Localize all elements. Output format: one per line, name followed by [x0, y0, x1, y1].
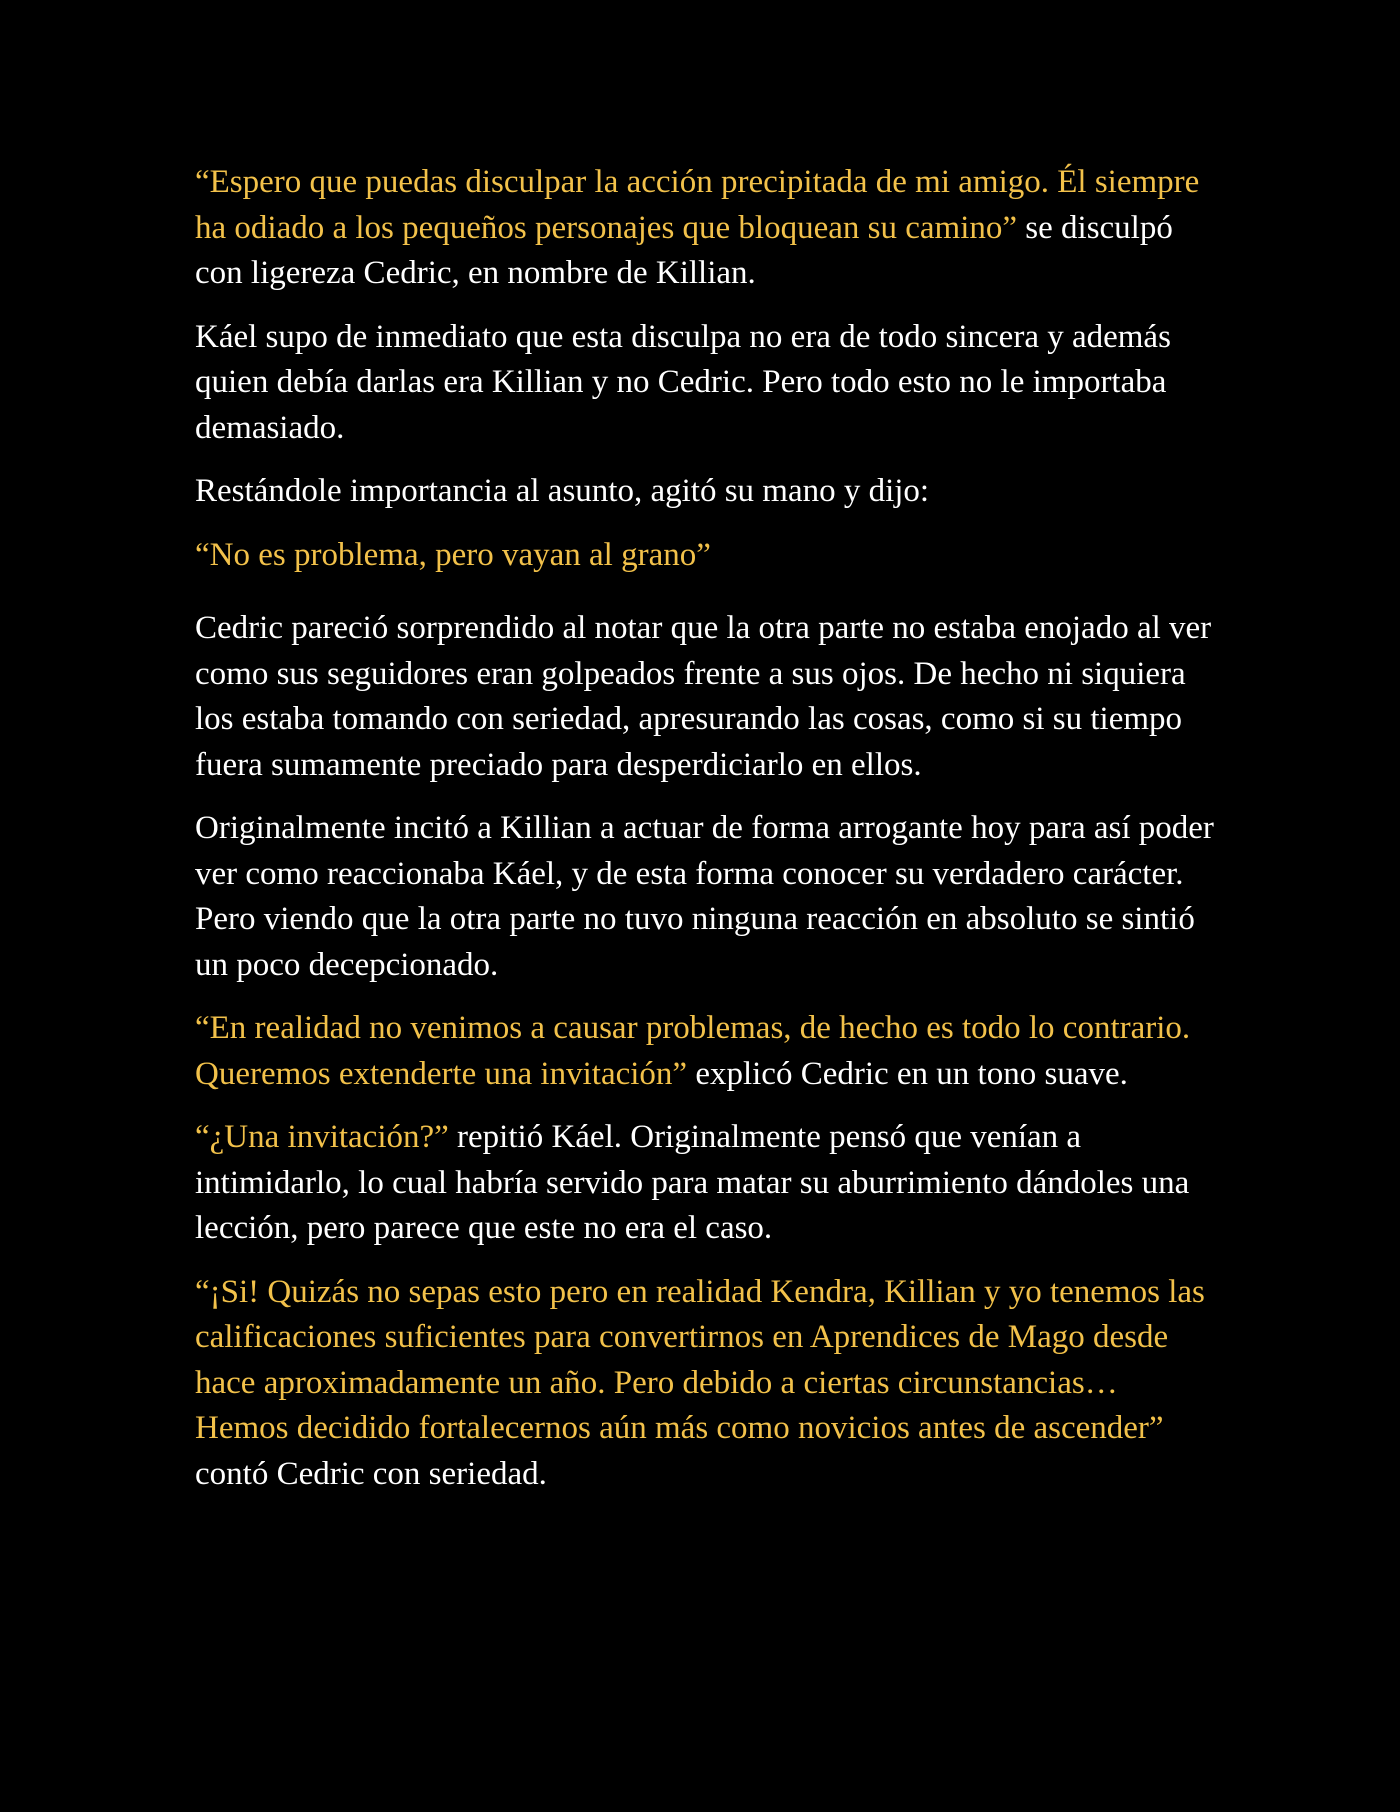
narration-text: Originalmente incitó a Killian a actuar de forma arrogante hoy para así poder ver como reaccionaba Káel, y de esta forma conocer su verdadero carácter. Pero viendo que la otra parte no tuvo ninguna reacción en absoluto se sintió un poco decepcionado. [195, 810, 1214, 983]
paragraph-5 [195, 606, 1215, 788]
dialogue-text: “Espero que puedas disculpar la acción precipitada de mi amigo. Él siempre ha odiado a los pequeños personajes que bloquean su camino” [195, 164, 1200, 246]
paragraph-8 [195, 1115, 1215, 1252]
paragraph-1 [195, 160, 1215, 297]
paragraph-2 [195, 315, 1215, 452]
dialogue-text: “¿Una invitación?” [195, 1119, 449, 1155]
dialogue-text: “En realidad no venimos a causar problemas, de hecho es todo lo contrario. Queremos extenderte una invitación” [195, 1010, 1191, 1092]
paragraph-9 [195, 1270, 1215, 1498]
narration-text: Cedric pareció sorprendido al notar que la otra parte no estaba enojado al ver como sus seguidores eran golpeados frente a sus ojos. De hecho ni siquiera los estaba tomando con seriedad, apresurando las cosas, como si su tiempo fuera sumamente preciado para desperdiciarlo en ellos. [195, 610, 1212, 783]
narration-text: repitió Káel. Originalmente pensó que venían a intimidarlo, lo cual habría servido para matar su aburrimiento dándoles una lección, pero parece que este no era el caso. [195, 1119, 1190, 1246]
narration-text: explicó Cedric en un tono suave. [687, 1055, 1128, 1092]
paragraph-3 [195, 469, 1215, 515]
narration-text: Restándole importancia al asunto, agitó su mano y dijo: [195, 473, 930, 509]
narration-text: contó Cedric con seriedad. [195, 1455, 547, 1492]
narration-text: se disculpó con ligereza Cedric, en nombre de Killian. [195, 209, 1173, 291]
document-page [195, 160, 1215, 1515]
paragraph-7 [195, 1006, 1215, 1097]
paragraph-6 [195, 806, 1215, 988]
narration-text: Káel supo de inmediato que esta disculpa no era de todo sincera y además quien debía darlas era Killian y no Cedric. Pero todo esto no le importaba demasiado. [195, 318, 1171, 446]
dialogue-text: “No es problema, pero vayan al grano” [195, 536, 711, 573]
paragraph-4 [195, 533, 1215, 579]
dialogue-text: “¡Si! Quizás no sepas esto pero en realidad Kendra, Killian y yo tenemos las calificaciones suficientes para convertirnos en Aprendices de Mago desde hace aproximadamente un año. Pero debido a ciertas circunstancias… Hemos decidido fortalecernos aún más como novicios antes de ascender” [195, 1273, 1205, 1446]
